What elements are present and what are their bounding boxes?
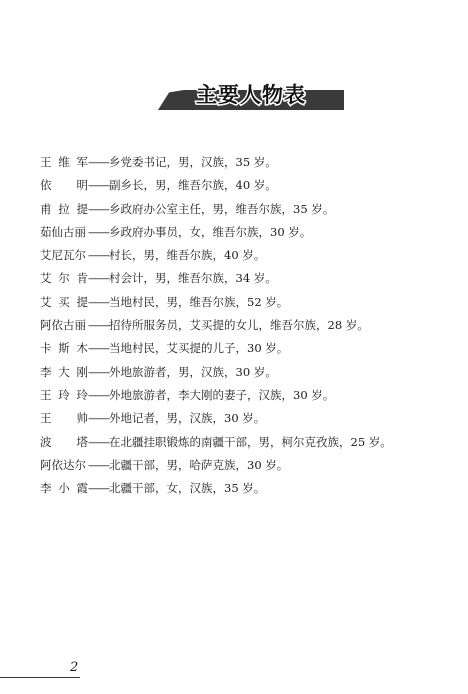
character-name-part: 提 bbox=[76, 201, 88, 216]
character-name bbox=[40, 454, 88, 477]
character-name bbox=[40, 407, 88, 430]
character-name bbox=[40, 477, 88, 500]
character-entry bbox=[40, 198, 450, 221]
character-description: 外地记者，男，汉族，30 岁。 bbox=[109, 411, 266, 426]
em-dash-separator: —— bbox=[88, 387, 109, 402]
character-name-part: 茹仙古丽 bbox=[40, 224, 86, 239]
character-entry bbox=[40, 291, 450, 314]
character-name-part: 依 bbox=[40, 178, 52, 193]
character-name-part: 小 bbox=[58, 481, 70, 496]
character-description: 北疆干部，男，哈萨克族，30 岁。 bbox=[109, 457, 289, 472]
em-dash-separator: —— bbox=[88, 271, 109, 286]
character-name-part: 肯 bbox=[76, 271, 88, 286]
character-name-part: 提 bbox=[76, 294, 88, 309]
character-name-part: 艾 bbox=[40, 271, 52, 286]
character-list bbox=[40, 151, 450, 500]
character-name-part: 李 bbox=[40, 364, 52, 379]
character-name-part: 波 bbox=[40, 434, 52, 449]
em-dash-separator: —— bbox=[88, 364, 109, 379]
character-name-part: 阿依达尔 bbox=[40, 457, 86, 472]
character-name-part: 王 bbox=[40, 155, 52, 169]
em-dash-separator: —— bbox=[88, 201, 109, 216]
character-description: 乡政府办事员，女，维吾尔族，30 岁。 bbox=[109, 224, 312, 239]
em-dash-separator: —— bbox=[88, 248, 109, 263]
character-name bbox=[40, 337, 88, 360]
character-name bbox=[40, 291, 88, 314]
character-name-part: 玲 bbox=[58, 387, 70, 402]
character-description: 当地村民，男，维吾尔族，52 岁。 bbox=[109, 294, 289, 309]
em-dash-separator: —— bbox=[88, 341, 109, 356]
character-entry bbox=[40, 174, 450, 197]
character-name bbox=[40, 174, 88, 197]
character-name-part: 尔 bbox=[58, 271, 70, 286]
character-name-part: 买 bbox=[58, 294, 70, 309]
character-description: 外地旅游者，男，汉族，30 岁。 bbox=[109, 364, 277, 379]
chapter-title bbox=[158, 80, 344, 114]
title-text: 主要人物表 bbox=[196, 83, 306, 107]
character-name-part: 霞 bbox=[76, 481, 88, 496]
character-name bbox=[40, 314, 88, 337]
character-entry bbox=[40, 221, 450, 244]
character-name-part: 艾尼瓦尔 bbox=[40, 248, 86, 263]
character-entry bbox=[40, 244, 450, 267]
character-entry bbox=[40, 407, 450, 430]
character-name-part: 甫 bbox=[40, 201, 52, 216]
character-name bbox=[40, 244, 88, 267]
character-name bbox=[40, 384, 88, 407]
character-entry bbox=[40, 151, 450, 174]
character-name-part: 军 bbox=[76, 155, 88, 169]
em-dash-separator: —— bbox=[88, 411, 109, 426]
character-description: 副乡长，男，维吾尔族，40 岁。 bbox=[109, 178, 277, 193]
character-name-part: 刚 bbox=[76, 364, 88, 379]
character-name bbox=[40, 198, 88, 221]
character-name-part: 维 bbox=[58, 155, 70, 169]
character-description: 外地旅游者，李大刚的妻子，汉族，30 岁。 bbox=[109, 387, 335, 402]
character-description: 村长，男，维吾尔族，40 岁。 bbox=[109, 248, 266, 263]
character-entry bbox=[40, 337, 450, 360]
em-dash-separator: —— bbox=[88, 457, 109, 472]
character-description: 当地村民，艾买提的儿子，30 岁。 bbox=[109, 341, 289, 356]
character-entry bbox=[40, 361, 450, 384]
character-description: 招待所服务员，艾买提的女儿，维吾尔族，28 岁。 bbox=[109, 318, 369, 333]
character-entry bbox=[40, 477, 450, 500]
character-description: 乡政府办公室主任，男，维吾尔族，35 岁。 bbox=[109, 201, 335, 216]
em-dash-separator: —— bbox=[88, 178, 109, 193]
em-dash-separator: —— bbox=[88, 434, 109, 449]
character-name-part: 王 bbox=[40, 411, 52, 426]
em-dash-separator: —— bbox=[88, 481, 109, 496]
character-entry bbox=[40, 454, 450, 477]
character-name-part: 艾 bbox=[40, 294, 52, 309]
character-description: 北疆干部，女，汉族，35 岁。 bbox=[109, 481, 266, 496]
footer-rule bbox=[0, 677, 80, 678]
character-name-part: 卡 bbox=[40, 341, 52, 356]
character-name-part: 明 bbox=[76, 178, 88, 193]
character-name-part: 塔 bbox=[76, 434, 88, 449]
em-dash-separator: —— bbox=[88, 294, 109, 309]
character-name-part: 木 bbox=[76, 341, 88, 356]
character-name bbox=[40, 151, 88, 174]
character-description: 在北疆挂职锻炼的南疆干部，男，柯尔克孜族，25 岁。 bbox=[109, 434, 392, 449]
character-entry bbox=[40, 431, 450, 454]
character-name-part: 阿依古丽 bbox=[40, 318, 86, 333]
character-name-part: 帅 bbox=[76, 411, 88, 426]
character-name-part: 拉 bbox=[58, 201, 70, 216]
character-name bbox=[40, 361, 88, 384]
character-name bbox=[40, 267, 88, 290]
character-name-part: 斯 bbox=[58, 341, 70, 356]
em-dash-separator: —— bbox=[88, 318, 109, 333]
character-entry bbox=[40, 314, 450, 337]
character-description: 村会计，男，维吾尔族，34 岁。 bbox=[109, 271, 277, 286]
character-name bbox=[40, 431, 88, 454]
character-name-part: 大 bbox=[58, 364, 70, 379]
character-name bbox=[40, 221, 88, 244]
page-number: 2 bbox=[70, 660, 79, 675]
character-description: 乡党委书记，男，汉族，35 岁。 bbox=[109, 155, 277, 169]
em-dash-separator: —— bbox=[88, 224, 109, 239]
character-entry bbox=[40, 267, 450, 290]
em-dash-separator: —— bbox=[88, 155, 109, 169]
character-name-part: 玲 bbox=[76, 387, 88, 402]
character-name-part: 王 bbox=[40, 387, 52, 402]
character-name-part: 李 bbox=[40, 481, 52, 496]
character-entry bbox=[40, 384, 450, 407]
